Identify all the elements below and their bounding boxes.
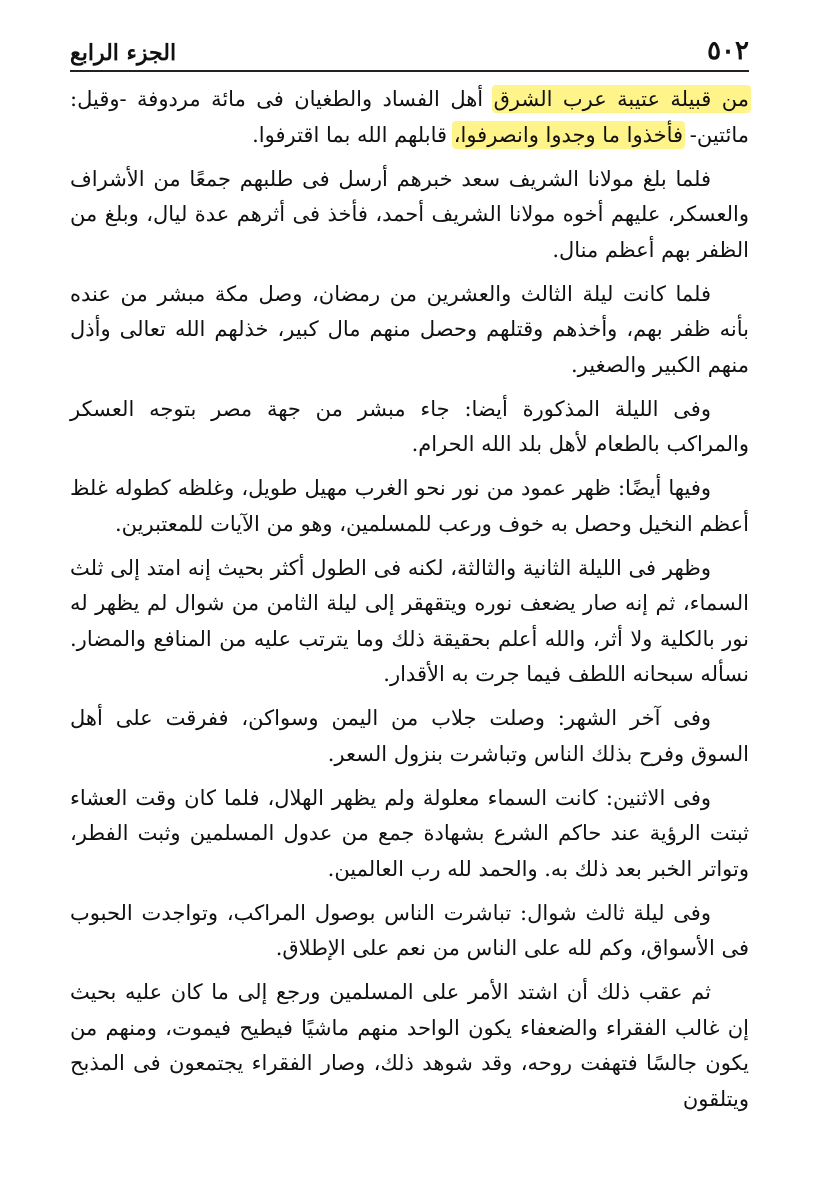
highlighted-text: من قبيلة عتيبة عرب الشرق xyxy=(493,87,749,111)
paragraph xyxy=(70,896,749,967)
text-run: وفى آخر الشهر: وصلت جلاب من اليمن وسواكن، ففرقت على أهل السوق وفرح بذلك الناس وتباشرت بنزول السعر. xyxy=(70,706,749,766)
paragraph xyxy=(70,975,749,1117)
text-run: وفى الليلة المذكورة أيضا: جاء مبشر من جهة مصر بتوجه العسكر والمراكب بالطعام لأهل بلد الله الحرام. xyxy=(70,396,749,456)
text-run: قابلهم الله بما اقترفوا. xyxy=(252,122,454,147)
body-text xyxy=(70,82,749,1126)
paragraph xyxy=(70,392,749,463)
paragraph xyxy=(70,551,749,693)
text-run: أهل الفساد والطغيان فى مائة مردوفة -وقيل: مائتين- xyxy=(70,87,749,147)
paragraph xyxy=(70,277,749,384)
running-title: الجزء الرابع xyxy=(70,40,177,66)
text-run: وظهر فى الليلة الثانية والثالثة، لكنه فى الطول أكثر بحيث إنه امتد إلى ثلث السماء، ثم إنه صار يضعف نوره ويتقهقر إلى ليلة الثامن من شوال لم يظهر له نور بالكلية ولا أثر، والله أعلم بحقيقة ذلك وما يترتب عليه من المنافع والمضار. نسأله سبحانه اللطف فيما جرت به الأقدار. xyxy=(70,555,749,686)
paragraph xyxy=(70,82,749,153)
text-run: فلما بلغ مولانا الشريف سعد خبرهم أرسل فى طلبهم جمعًا من الأشراف والعسكر، عليهم أخوه مولانا الشريف أحمد، فأخذ فى أثرهم عدة ليال، وبلغ من الظفر بهم أعظم منال. xyxy=(70,166,749,262)
page-number: ٥٠٢ xyxy=(707,36,749,66)
text-run: ثم عقب ذلك أن اشتد الأمر على المسلمين ورجع إلى ما كان عليه بحيث إن غالب الفقراء والضعفاء يكون الواحد منهم ماشيًا فيطيح فيموت، ومنهم من يكون جالسًا فتهفت روحه، وقد شوهد ذلك، وصار الفقراء يجتمعون فى المذبح ويتلقون xyxy=(70,980,749,1111)
paragraph xyxy=(70,162,749,269)
text-run: وفى الاثنين: كانت السماء معلولة ولم يظهر الهلال، فلما كان وقت العشاء ثبتت الرؤية عند حاكم الشرع بشهادة جمع من عدول المسلمين وثبت الفطر، وتواتر الخبر بعد ذلك به. والحمد لله رب العالمين. xyxy=(70,785,749,881)
highlighted-text: فأخذوا ما وجدوا وانصرفوا، xyxy=(453,122,684,147)
header-divider xyxy=(70,70,749,72)
text-run: فلما كانت ليلة الثالث والعشرين من رمضان، وصل مكة مبشر من عنده بأنه ظفر بهم، وأخذهم وقتلهم وحصل منهم مال كبير، خذلهم الله تعالى وأذل منهم الكبير والصغير. xyxy=(70,281,749,377)
page-header xyxy=(70,26,749,66)
paragraph xyxy=(70,701,749,772)
text-run: وفى ليلة ثالث شوال: تباشرت الناس بوصول المراكب، وتواجدت الحبوب فى الأسواق، وكم لله على الناس من نعم على الإطلاق. xyxy=(70,900,749,960)
paragraph xyxy=(70,781,749,888)
text-run: وفيها أيضًا: ظهر عمود من نور نحو الغرب مهيل طويل، وغلظه كطوله غلظ أعظم النخيل وحصل به خوف ورعب للمسلمين، وهو من الآيات للمعتبرين. xyxy=(70,476,749,536)
paragraph xyxy=(70,471,749,542)
